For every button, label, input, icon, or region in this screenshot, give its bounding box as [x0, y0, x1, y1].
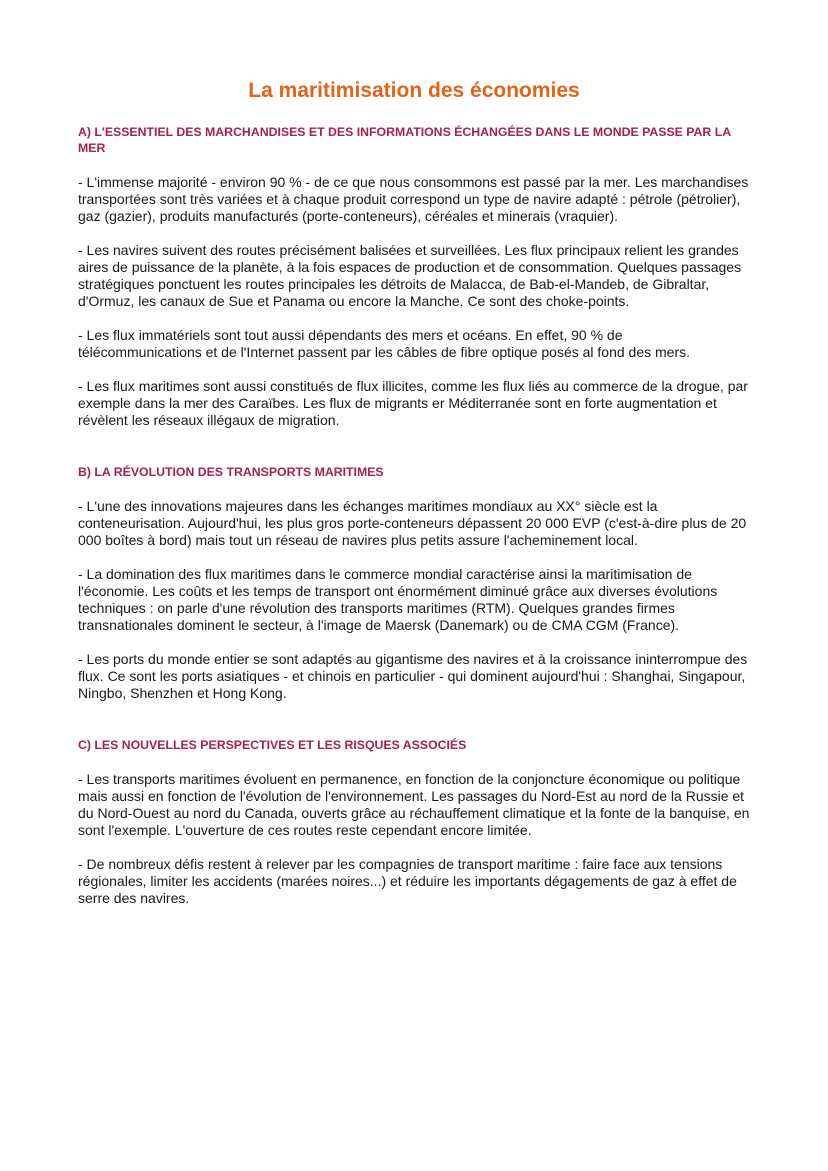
paragraph: - Les navires suivent des routes précisément balisées et surveillées. Les flux principaux relient les grandes aires de puissance de la planète, à la fois espaces de production et de consommation. Quelques passages stratégiques ponctuent les routes principales les détroits de Malacca, de Bab-el-Mandeb, de Gibraltar, d'Ormuz, les canaux de Sue et Panama ou encore la Manche. Ce sont des choke-points.	[78, 242, 742, 309]
paragraph: - Les flux immatériels sont tout aussi dépendants des mers et océans. En effet, 90 % de télécommunications et de l'Internet passent par les câbles de fibre optique posés al fond des mers.	[78, 327, 691, 360]
section-c	[78, 737, 750, 907]
section-a	[78, 124, 750, 429]
paragraph: - Les transports maritimes évoluent en permanence, en fonction de la conjoncture économique ou politique mais aussi en fonction de l'évolution de l'environnement. Les passages du Nord-Est au nord de la Russie et du Nord-Ouest au nord du Canada, ouverts grâce au réchauffement climatique et la fonte de la banquise, en sont l'exemple. L'ouverture de ces routes reste cependant encore limitée.	[78, 771, 750, 838]
section-b	[78, 464, 750, 702]
section-heading-b: B) LA RÉVOLUTION DES TRANSPORTS MARITIMES	[78, 465, 384, 479]
page-title: La maritimisation des économies	[248, 79, 580, 102]
paragraph: - Les ports du monde entier se sont adaptés au gigantisme des navires et à la croissance ininterrompue des flux. Ce sont les ports asiatiques - et chinois en particulier - qui dominent aujourd'hui : Shanghai, Singapour, Ningbo, Shenzhen et Hong Kong.	[78, 651, 748, 701]
paragraph: - L'une des innovations majeures dans les échanges maritimes mondiaux au XX° siècle est la conteneurisation. Aujourd'hui, les plus gros porte-conteneurs dépassent 20 000 EVP (c'est-à-dire plus de 20 000 boîtes à bord) mais tout un réseau de navires plus petits assure l'acheminement local.	[78, 498, 747, 548]
paragraph: - L'immense majorité - environ 90 % - de ce que nous consommons est passé par la mer. Les marchandises transportées sont très variées et à chaque produit correspond un type de navire adapté : pétrole (pétrolier), gaz (gazier), produits manufacturés (porte-conteneurs), céréales et minerais (vraquier).	[78, 174, 749, 224]
section-heading-a: A) L'ESSENTIEL DES MARCHANDISES ET DES INFORMATIONS ÉCHANGÉES DANS LE MONDE PASSE PAR LA MER	[78, 125, 731, 155]
paragraph: - Les flux maritimes sont aussi constitués de flux illicites, comme les flux liés au commerce de la drogue, par exemple dans la mer des Caraïbes. Les flux de migrants er Méditerranée sont en forte augmentation et révèlent les réseaux illégaux de migration.	[78, 378, 748, 428]
paragraph: - De nombreux défis restent à relever par les compagnies de transport maritime : faire face aux tensions régionales, limiter les accidents (marées noires...) et réduire les importants dégagements de gaz à effet de serre des navires.	[78, 856, 737, 906]
paragraph: - La domination des flux maritimes dans le commerce mondial caractérise ainsi la maritimisation de l'économie. Les coûts et les temps de transport ont énormément diminué grâce aux diverses évolutions techniques : on parle d'une révolution des transports maritimes (RTM). Quelques grandes firmes transnationales dominent le secteur, à l'image de Maersk (Danemark) ou de CMA CGM (France).	[78, 566, 718, 633]
section-heading-c: C) LES NOUVELLES PERSPECTIVES ET LES RISQUES ASSOCIÉS	[78, 738, 467, 752]
